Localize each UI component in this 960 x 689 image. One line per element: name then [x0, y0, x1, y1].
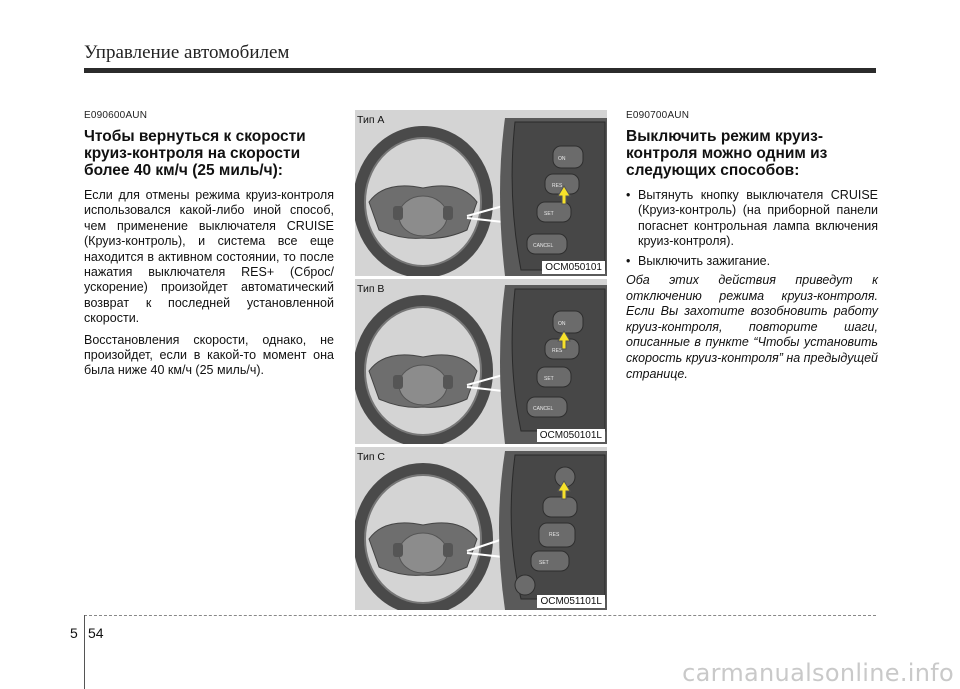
page-header-title: Управление автомобилем [84, 42, 290, 63]
figure-type-label: Тип A [357, 114, 385, 126]
italic-note: Оба этих действия приведут к отключению режима круиз-контроля. Если Вы захотите возобновить работу круиз-контроля, повторите шаги, описанные в пункте “Чтобы установить скорость круиз-контроля” на предыдущей странице. [626, 273, 878, 381]
left-column [84, 110, 334, 385]
steering-wheel-illustration [355, 447, 607, 610]
figure-code: OCM050101L [537, 429, 605, 442]
steering-wheel-illustration [355, 279, 607, 444]
button-label-cancel: CANCEL [533, 406, 554, 412]
list-item: • Вытянуть кнопку выключателя CRUISE (Круиз-контроль) (на приборной панели погаснет контрольная лампа включения круиз-контроля). [626, 188, 878, 250]
figure-code: OCM050101 [542, 261, 605, 274]
watermark: carmanualsonline.info [682, 659, 954, 687]
figure-type-label: Тип C [357, 451, 386, 463]
figure-type-c [355, 447, 607, 610]
figure-type-b [355, 279, 607, 444]
figure-code: OCM051101L [537, 595, 605, 608]
page-number: 54 [88, 625, 104, 641]
header-rule [84, 68, 876, 73]
button-label-res: RES [552, 348, 563, 354]
footer-dashed-rule [84, 615, 876, 616]
figure-type-label: Тип B [357, 283, 385, 295]
button-label-on: ON [558, 156, 566, 162]
footer-vertical-rule [84, 615, 85, 689]
body-paragraph: Если для отмены режима круиз-контроля использовался какой-либо иной способ, чем применение выключателя CRUISE (Круиз-контроль), и система все еще находится в активном состоянии, то после нажатия выключателя RES+ (Сброс/ускорение) произойдет автоматический возврат к последней установленной скорости. [84, 188, 334, 326]
bullet-list [626, 188, 878, 269]
section-heading: Выключить режим круиз-контроля можно одним из следующих способов: [626, 128, 828, 179]
button-label-res: RES [549, 532, 560, 538]
button-label-set: SET [544, 211, 554, 217]
button-label-set: SET [544, 376, 554, 382]
figure-type-a [355, 110, 607, 276]
list-item: • Выключить зажигание. [626, 254, 878, 269]
section-code: E090700AUN [626, 110, 690, 121]
section-heading: Чтобы вернуться к скорости круиз-контроля на скорости более 40 км/ч (25 миль/ч): [84, 128, 306, 179]
button-label-on: ON [558, 321, 566, 327]
button-label-cancel: CANCEL [533, 243, 554, 249]
button-label-res: RES [552, 183, 563, 189]
chapter-number: 5 [70, 625, 78, 641]
steering-wheel-illustration [355, 110, 607, 276]
right-column [626, 110, 878, 382]
body-paragraph: Восстановления скорости, однако, не произойдет, если в какой-то момент она была ниже 40 км/ч (25 миль/ч). [84, 332, 334, 378]
section-code: E090600AUN [84, 110, 148, 121]
button-label-set: SET [539, 560, 549, 566]
